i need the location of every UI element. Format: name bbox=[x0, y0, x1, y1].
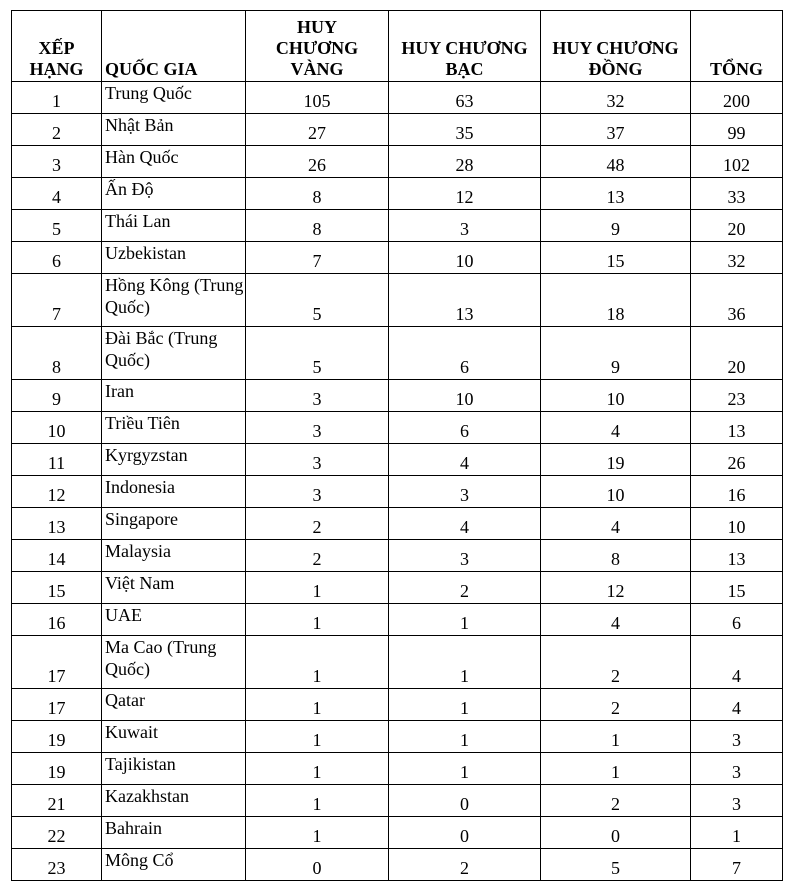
cell-country: Ma Cao (Trung Quốc) bbox=[102, 636, 246, 689]
table-body bbox=[12, 82, 783, 881]
cell-rank: 6 bbox=[12, 242, 102, 274]
cell-country: Bahrain bbox=[102, 817, 246, 849]
cell-country: Mông Cổ bbox=[102, 849, 246, 881]
cell-total: 3 bbox=[691, 785, 783, 817]
cell-bronze: 48 bbox=[541, 146, 691, 178]
cell-total: 200 bbox=[691, 82, 783, 114]
cell-bronze: 0 bbox=[541, 817, 691, 849]
cell-gold: 3 bbox=[246, 476, 389, 508]
cell-silver: 4 bbox=[389, 508, 541, 540]
cell-bronze: 4 bbox=[541, 412, 691, 444]
table-row bbox=[12, 178, 783, 210]
cell-gold: 2 bbox=[246, 540, 389, 572]
medal-table bbox=[11, 10, 783, 881]
cell-silver: 1 bbox=[389, 721, 541, 753]
cell-total: 20 bbox=[691, 327, 783, 380]
cell-rank: 16 bbox=[12, 604, 102, 636]
header-country: QUỐC GIA bbox=[102, 11, 246, 82]
table-row bbox=[12, 721, 783, 753]
cell-silver: 10 bbox=[389, 242, 541, 274]
cell-total: 26 bbox=[691, 444, 783, 476]
cell-rank: 23 bbox=[12, 849, 102, 881]
table-row bbox=[12, 572, 783, 604]
cell-gold: 1 bbox=[246, 689, 389, 721]
header-row bbox=[12, 11, 783, 82]
table-row bbox=[12, 508, 783, 540]
cell-total: 32 bbox=[691, 242, 783, 274]
cell-silver: 3 bbox=[389, 476, 541, 508]
cell-country: Kuwait bbox=[102, 721, 246, 753]
cell-bronze: 8 bbox=[541, 540, 691, 572]
cell-country: Nhật Bản bbox=[102, 114, 246, 146]
cell-rank: 9 bbox=[12, 380, 102, 412]
cell-rank: 17 bbox=[12, 689, 102, 721]
cell-bronze: 32 bbox=[541, 82, 691, 114]
cell-total: 10 bbox=[691, 508, 783, 540]
cell-silver: 6 bbox=[389, 327, 541, 380]
table-row bbox=[12, 540, 783, 572]
cell-total: 102 bbox=[691, 146, 783, 178]
cell-bronze: 4 bbox=[541, 508, 691, 540]
table-row bbox=[12, 327, 783, 380]
cell-country: Hàn Quốc bbox=[102, 146, 246, 178]
cell-rank: 10 bbox=[12, 412, 102, 444]
cell-gold: 1 bbox=[246, 572, 389, 604]
cell-total: 3 bbox=[691, 721, 783, 753]
cell-rank: 22 bbox=[12, 817, 102, 849]
cell-gold: 8 bbox=[246, 178, 389, 210]
cell-bronze: 13 bbox=[541, 178, 691, 210]
cell-country: Kyrgyzstan bbox=[102, 444, 246, 476]
cell-rank: 12 bbox=[12, 476, 102, 508]
cell-bronze: 10 bbox=[541, 380, 691, 412]
header-silver: HUY CHƯƠNG BẠC bbox=[389, 11, 541, 82]
cell-bronze: 1 bbox=[541, 753, 691, 785]
cell-country: Malaysia bbox=[102, 540, 246, 572]
table-row bbox=[12, 636, 783, 689]
cell-rank: 8 bbox=[12, 327, 102, 380]
cell-country: Đài Bắc (Trung Quốc) bbox=[102, 327, 246, 380]
cell-gold: 1 bbox=[246, 817, 389, 849]
table-row bbox=[12, 604, 783, 636]
cell-silver: 2 bbox=[389, 572, 541, 604]
cell-rank: 4 bbox=[12, 178, 102, 210]
cell-total: 13 bbox=[691, 412, 783, 444]
cell-total: 6 bbox=[691, 604, 783, 636]
cell-gold: 1 bbox=[246, 721, 389, 753]
table-row bbox=[12, 689, 783, 721]
cell-rank: 14 bbox=[12, 540, 102, 572]
cell-silver: 1 bbox=[389, 636, 541, 689]
cell-rank: 19 bbox=[12, 721, 102, 753]
cell-gold: 8 bbox=[246, 210, 389, 242]
cell-silver: 12 bbox=[389, 178, 541, 210]
cell-total: 4 bbox=[691, 636, 783, 689]
cell-rank: 13 bbox=[12, 508, 102, 540]
cell-country: Triều Tiên bbox=[102, 412, 246, 444]
cell-country: Việt Nam bbox=[102, 572, 246, 604]
cell-silver: 0 bbox=[389, 817, 541, 849]
table-row bbox=[12, 146, 783, 178]
cell-total: 36 bbox=[691, 274, 783, 327]
table-row bbox=[12, 274, 783, 327]
cell-total: 13 bbox=[691, 540, 783, 572]
cell-total: 23 bbox=[691, 380, 783, 412]
cell-gold: 3 bbox=[246, 412, 389, 444]
cell-silver: 1 bbox=[389, 689, 541, 721]
header-rank: XẾP HẠNG bbox=[12, 11, 102, 82]
cell-rank: 15 bbox=[12, 572, 102, 604]
cell-silver: 4 bbox=[389, 444, 541, 476]
table-row bbox=[12, 785, 783, 817]
cell-total: 7 bbox=[691, 849, 783, 881]
header-total: TỔNG bbox=[691, 11, 783, 82]
cell-rank: 17 bbox=[12, 636, 102, 689]
cell-silver: 3 bbox=[389, 210, 541, 242]
cell-bronze: 19 bbox=[541, 444, 691, 476]
cell-silver: 10 bbox=[389, 380, 541, 412]
cell-rank: 3 bbox=[12, 146, 102, 178]
cell-gold: 7 bbox=[246, 242, 389, 274]
cell-bronze: 10 bbox=[541, 476, 691, 508]
cell-bronze: 37 bbox=[541, 114, 691, 146]
cell-rank: 21 bbox=[12, 785, 102, 817]
cell-bronze: 2 bbox=[541, 689, 691, 721]
table-row bbox=[12, 476, 783, 508]
table-row bbox=[12, 114, 783, 146]
cell-bronze: 12 bbox=[541, 572, 691, 604]
table-row bbox=[12, 817, 783, 849]
cell-gold: 1 bbox=[246, 604, 389, 636]
cell-rank: 5 bbox=[12, 210, 102, 242]
cell-silver: 13 bbox=[389, 274, 541, 327]
cell-country: Ấn Độ bbox=[102, 178, 246, 210]
cell-silver: 63 bbox=[389, 82, 541, 114]
cell-gold: 3 bbox=[246, 380, 389, 412]
cell-rank: 19 bbox=[12, 753, 102, 785]
cell-country: Trung Quốc bbox=[102, 82, 246, 114]
table-row bbox=[12, 82, 783, 114]
cell-silver: 1 bbox=[389, 753, 541, 785]
cell-country: Uzbekistan bbox=[102, 242, 246, 274]
cell-bronze: 1 bbox=[541, 721, 691, 753]
cell-gold: 3 bbox=[246, 444, 389, 476]
cell-total: 99 bbox=[691, 114, 783, 146]
cell-country: Kazakhstan bbox=[102, 785, 246, 817]
cell-country: Singapore bbox=[102, 508, 246, 540]
cell-gold: 27 bbox=[246, 114, 389, 146]
cell-country: UAE bbox=[102, 604, 246, 636]
cell-total: 15 bbox=[691, 572, 783, 604]
cell-silver: 6 bbox=[389, 412, 541, 444]
cell-silver: 3 bbox=[389, 540, 541, 572]
cell-total: 16 bbox=[691, 476, 783, 508]
cell-gold: 26 bbox=[246, 146, 389, 178]
table-row bbox=[12, 242, 783, 274]
cell-gold: 1 bbox=[246, 636, 389, 689]
cell-bronze: 2 bbox=[541, 636, 691, 689]
cell-gold: 0 bbox=[246, 849, 389, 881]
cell-rank: 7 bbox=[12, 274, 102, 327]
cell-total: 33 bbox=[691, 178, 783, 210]
cell-silver: 28 bbox=[389, 146, 541, 178]
cell-bronze: 18 bbox=[541, 274, 691, 327]
cell-silver: 0 bbox=[389, 785, 541, 817]
cell-bronze: 2 bbox=[541, 785, 691, 817]
cell-total: 1 bbox=[691, 817, 783, 849]
cell-country: Tajikistan bbox=[102, 753, 246, 785]
cell-silver: 2 bbox=[389, 849, 541, 881]
cell-bronze: 4 bbox=[541, 604, 691, 636]
cell-rank: 1 bbox=[12, 82, 102, 114]
cell-country: Hồng Kông (Trung Quốc) bbox=[102, 274, 246, 327]
table-row bbox=[12, 210, 783, 242]
header-gold: HUY CHƯƠNG VÀNG bbox=[246, 11, 389, 82]
cell-silver: 1 bbox=[389, 604, 541, 636]
cell-total: 20 bbox=[691, 210, 783, 242]
cell-country: Indonesia bbox=[102, 476, 246, 508]
cell-country: Iran bbox=[102, 380, 246, 412]
table-row bbox=[12, 753, 783, 785]
cell-gold: 105 bbox=[246, 82, 389, 114]
table-row bbox=[12, 412, 783, 444]
cell-bronze: 9 bbox=[541, 327, 691, 380]
cell-silver: 35 bbox=[389, 114, 541, 146]
cell-gold: 1 bbox=[246, 753, 389, 785]
table-row bbox=[12, 849, 783, 881]
cell-country: Qatar bbox=[102, 689, 246, 721]
cell-gold: 5 bbox=[246, 327, 389, 380]
cell-rank: 2 bbox=[12, 114, 102, 146]
header-bronze: HUY CHƯƠNG ĐỒNG bbox=[541, 11, 691, 82]
cell-gold: 1 bbox=[246, 785, 389, 817]
cell-bronze: 15 bbox=[541, 242, 691, 274]
cell-total: 3 bbox=[691, 753, 783, 785]
cell-bronze: 9 bbox=[541, 210, 691, 242]
cell-gold: 2 bbox=[246, 508, 389, 540]
cell-gold: 5 bbox=[246, 274, 389, 327]
cell-country: Thái Lan bbox=[102, 210, 246, 242]
cell-rank: 11 bbox=[12, 444, 102, 476]
table-row bbox=[12, 444, 783, 476]
cell-bronze: 5 bbox=[541, 849, 691, 881]
table-row bbox=[12, 380, 783, 412]
cell-total: 4 bbox=[691, 689, 783, 721]
